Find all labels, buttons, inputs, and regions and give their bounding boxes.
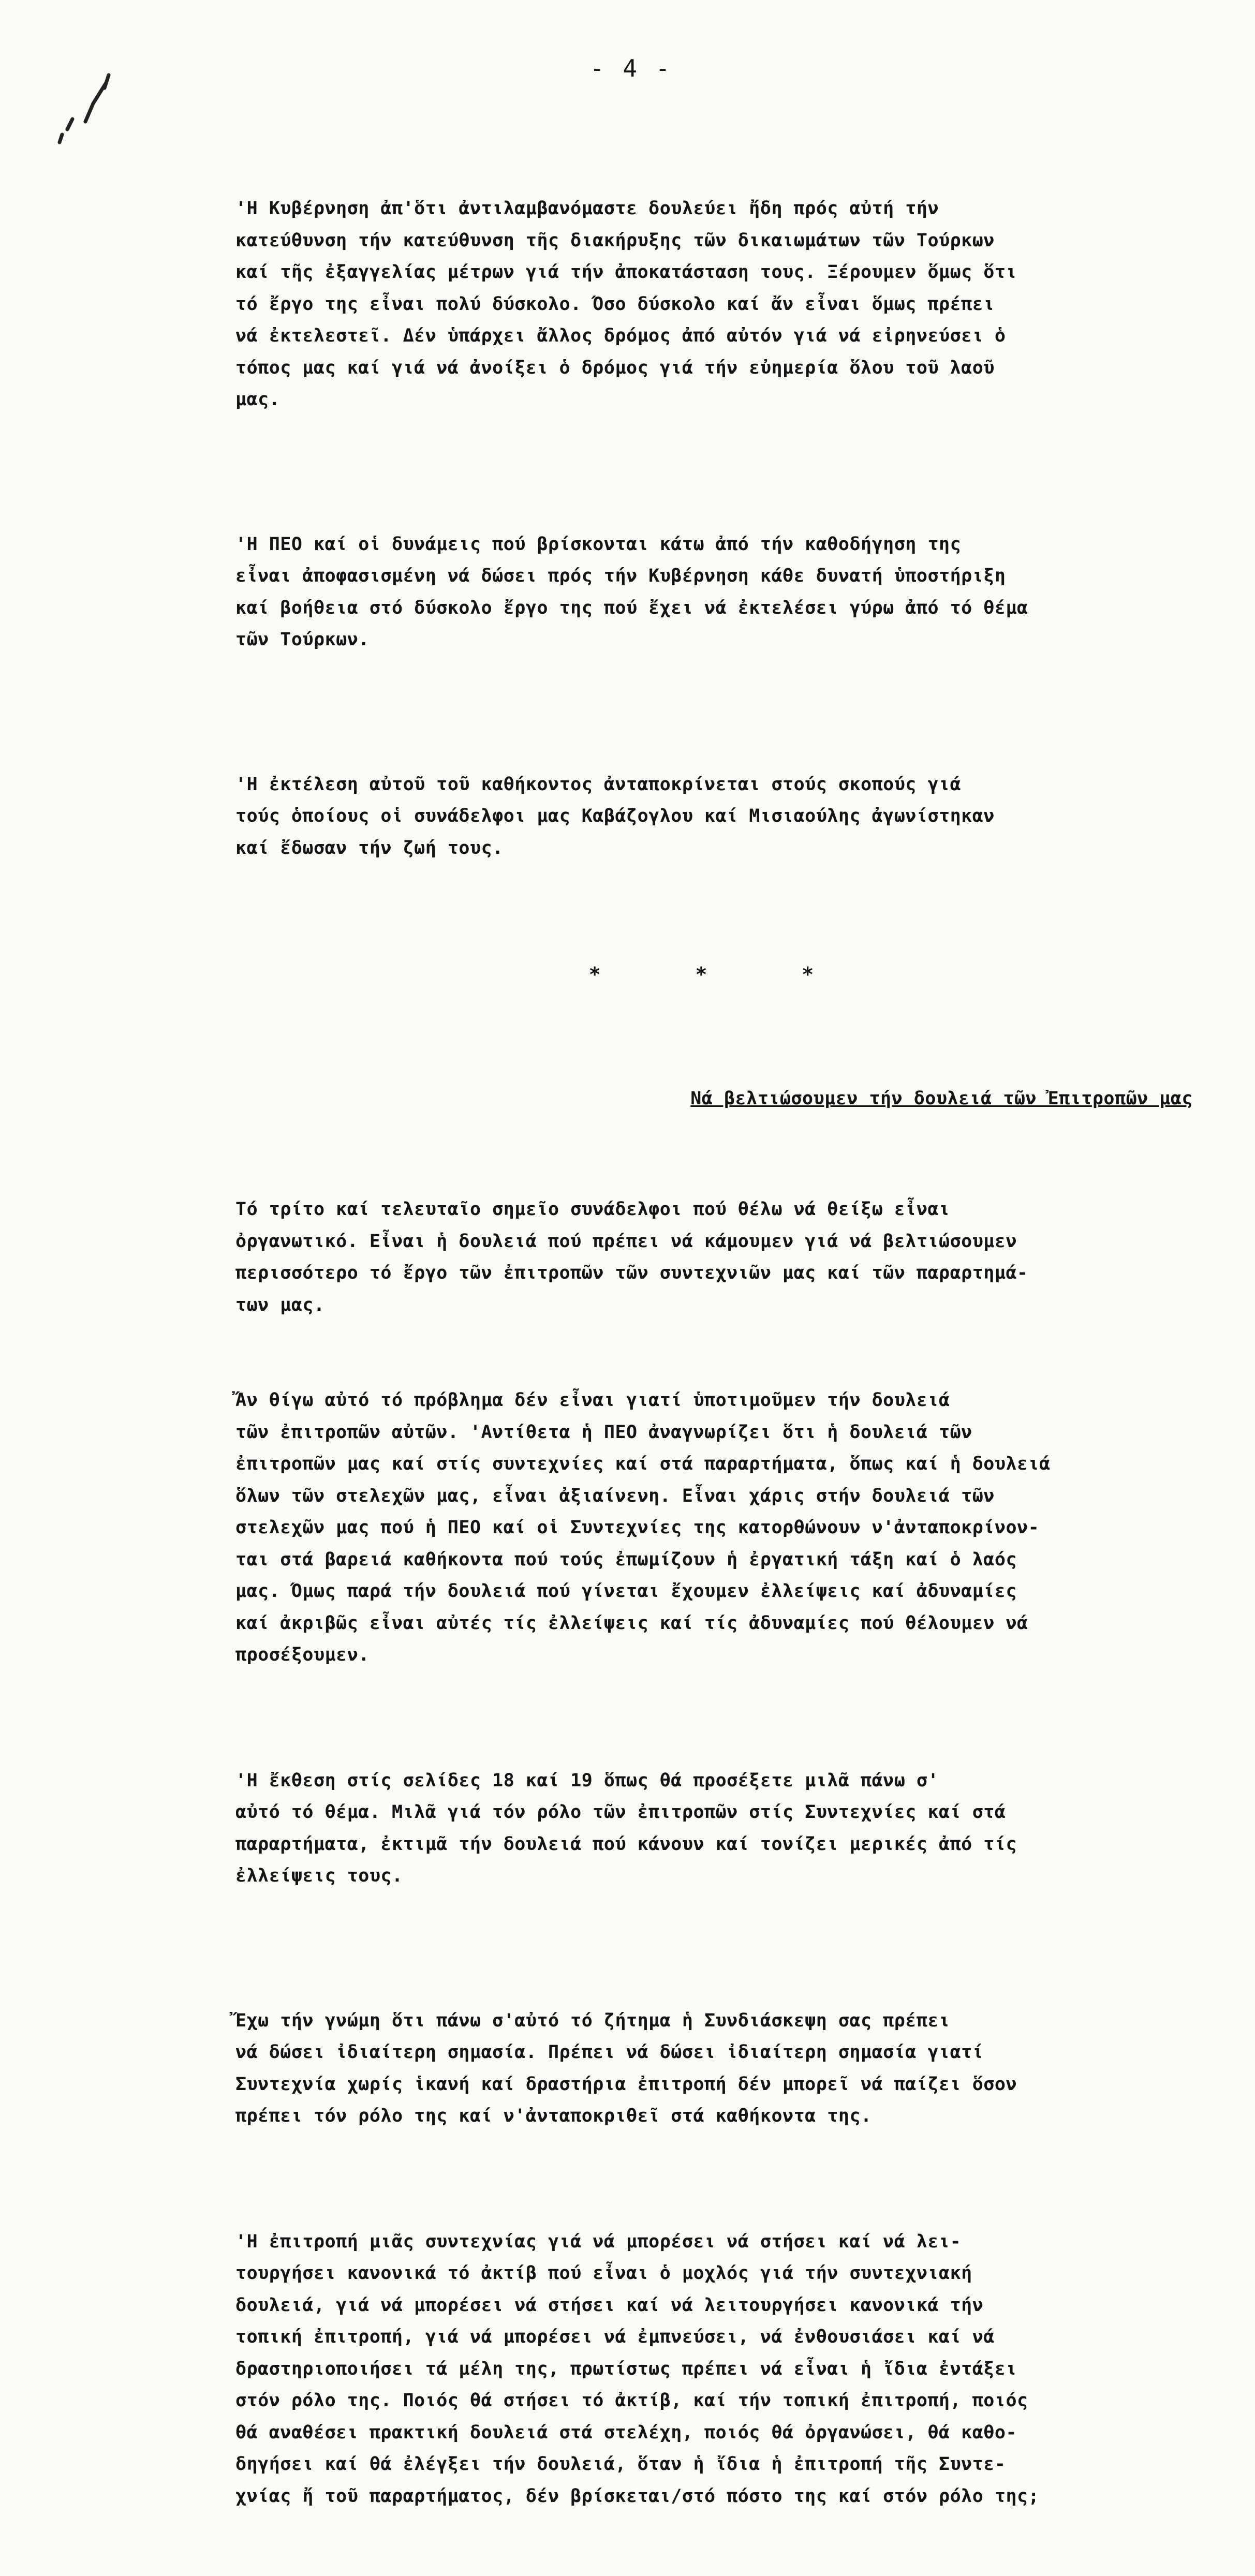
section-heading: Νά βελτιώσουμεν τήν δουλειά τῶν Ἐπιτροπῶν μας [690, 1088, 1193, 1109]
pen-mark-icon [57, 72, 119, 150]
paragraph: Ἄν θίγω αὐτό τό πρόβλημα δέν εἶναι γιατί ὑποτιμοῦμεν τήν δουλειά τῶν ἐπιτροπῶν αὐτῶν. 'Αντίθετα ἡ ΠΕΟ ἀναγνωρίζει ὅτι ἡ δουλειά τῶν ἐπιτροπῶν μας καί στίς συντεχνίες καί στά παραρτήματα, ὅπως καί ἡ δουλειά ὅλων τῶν στελεχῶν μας, εἶναι ἀξιαίνενη. Εἶναι χάρις στήν δουλειά τῶν στελεχῶν μας πού ἡ ΠΕΟ καί οἱ Συντεχνίες της κατορθώνουν ν'ἀνταποκρίνον- ται στά βαρειά καθήκοντα πού τούς ἐπωμίζουν ἡ ἐργατική τάξη καί ὁ λαός μας. Όμως παρά τήν δουλειά πού γίνεται ἔχουμεν ἐλλείψεις καί ἀδυναμίες καί ἀκριβῶς εἶναι αὐτές τίς ἐλλείψεις καί τίς ἀδυναμίες πού θέλουμεν νά προσέξουμεν. [235, 1390, 1051, 1665]
paragraph: 'Η ἐκτέλεση αὐτοῦ τοῦ καθήκοντος ἀνταποκρίνεται στούς σκοπούς γιά τούς ὁποίους οἱ συνάδελφοι μας Καβάζογλου καί Μισιαούλης ἀγωνίστηκαν καί ἔδωσαν τήν ζωή τους. [235, 774, 995, 858]
paragraph: 'Η ἔκθεση στίς σελίδες 18 καί 19 ὅπως θά προσέξετε μιλᾶ πάνω σ' αὐτό τό θέμα. Μιλᾶ γιά τόν ρόλο τῶν ἐπιτροπῶν στίς Συντεχνίες καί στά παραρτήματα, ἐκτιμᾶ τήν δουλειά πού κάνουν καί τονίζει μερικές ἀπό τίς ἐλλείψεις τους. [235, 1770, 1017, 1886]
page-number: - 4 - [590, 54, 672, 82]
document-body [235, 129, 1208, 2576]
section-separator: * * * [588, 963, 855, 986]
paragraph: 'Η ἐπιτροπή μιᾶς συντεχνίας γιά νά μπορέσει νά στήσει καί νά λει- τουργήσει κανονικά τό ἀκτίβ πού εἶναι ὁ μοχλός γιά τήν συντεχνιακή δουλειά, γιά νά μπορέσει νά στήσει καί νά λειτουργήσει κανονικά τήν τοπική ἐπιτροπή, γιά νά μπορέσει νά ἐμπνεύσει, νά ἐνθουσιάσει καί νά δραστηριοποιήσει τά μέλη της, πρωτίστως πρέπει νά εἶναι ἡ ἴδια ἐντάξει στόν ρόλο της. Ποιός θά στήσει τό ἀκτίβ, καί τήν τοπική ἐπιτροπή, ποιός θά αναθέσει πρακτική δουλειά στά στελέχη, ποιός θά ὀργανώσει, θά καθο- δηγήσει καί θά ἐλέγξει τήν δουλειά, ὅταν ἡ ἴδια ἡ ἐπιτροπή τῆς Συντε- χνίας ἤ τοῦ παραρτήματος, δέν βρίσκεται/στό πόστο της καί στόν ρόλο της; [235, 2231, 1040, 2507]
paragraph: Τό τρίτο καί τελευταῖο σημεῖο συνάδελφοι πού θέλω νά θείξω εἶναι ὀργανωτικό. Εἶναι ἡ δουλειά πού πρέπει νά κάμουμεν γιά νά βελτιώσουμεν περισσότερο τό ἔργο τῶν ἐπιτροπῶν τῶν συντεχνιῶν μας καί τῶν παραρτημά- των μας. [235, 1199, 1028, 1315]
paragraph: Ἔχω τήν γνώμη ὅτι πάνω σ'αὐτό τό ζήτημα ἡ Συνδιάσκεψη σας πρέπει νά δώσει ἰδιαίτερη σημασία. Πρέπει νά δώσει ἰδιαίτερη σημασία γιατί Συντεχνία χωρίς ἱκανή καί δραστήρια ἐπιτροπή δέν μπορεῖ νά παίζει ὅσον πρέπει τόν ρόλο της καί ν'ἀνταποκριθεῖ στά καθήκοντα της. [235, 2010, 1017, 2126]
paragraph: 'Η Κυβέρνηση ἀπ'ὅτι ἀντιλαμβανόμαστε δουλεύει ἤδη πρός αὐτή τήν κατεύθυνση τήν κατεύθυνση τῆς διακήρυξης τῶν δικαιωμάτων τῶν Τούρκων καί τῆς ἐξαγγελίας μέτρων γιά τήν ἀποκατάσταση τους. Ξέρουμεν ὅμως ὅτι τό ἔργο της εἶναι πολύ δύσκολο. Όσο δύσκολο καί ἄν εἶναι ὅμως πρέπει νά ἐκτελεστεῖ. Δέν ὑπάρχει ἄλλος δρόμος ἀπό αὐτόν γιά νά εἰρηνεύσει ὁ τόπος μας καί γιά νά ἀνοίξει ὁ δρόμος γιά τήν εὐημερία ὅλου τοῦ λαοῦ μας. [235, 198, 1017, 410]
paragraph: 'Η ΠΕΟ καί οἱ δυνάμεις πού βρίσκονται κάτω ἀπό τήν καθοδήγηση της εἶναι ἀποφασισμένη νά δώσει πρός τήν Κυβέρνηση κάθε δυνατή ὑποστήριξη καί βοήθεια στό δύσκολο ἔργο της πού ἔχει νά ἐκτελέσει γύρω ἀπό τό θέμα τῶν Τούρκων. [235, 534, 1028, 650]
